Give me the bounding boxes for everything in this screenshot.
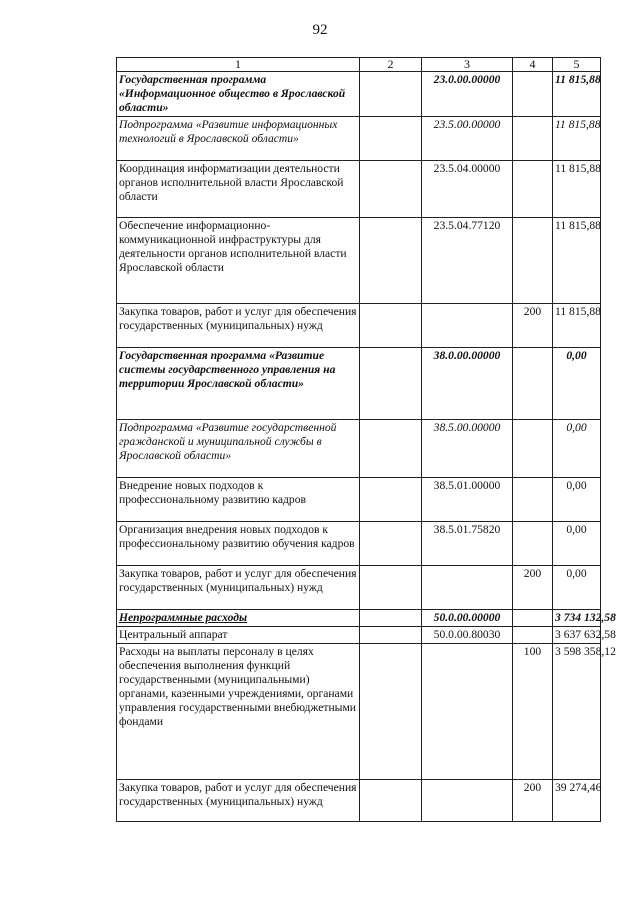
row-col2-cell (360, 117, 422, 161)
row-type-cell (513, 72, 553, 117)
row-col2-cell (360, 566, 422, 610)
row-type-cell (513, 522, 553, 566)
header-col-5: 5 (553, 58, 601, 72)
row-type-cell (513, 478, 553, 522)
row-col2-cell (360, 478, 422, 522)
table-row (117, 566, 601, 610)
row-col2-cell (360, 72, 422, 117)
table-row (117, 522, 601, 566)
table-row (117, 304, 601, 348)
row-name-cell: Закупка товаров, работ и услуг для обеспечения государственных (муниципальных) нужд (117, 304, 360, 348)
row-amount-cell: 11 815,88 (553, 117, 601, 161)
row-name-cell: Подпрограмма «Развитие информационных технологий в Ярославской области» (117, 117, 360, 161)
row-col2-cell (360, 610, 422, 627)
table-row (117, 644, 601, 780)
row-amount-cell: 3 734 132,58 (553, 610, 601, 627)
row-name-cell: Организация внедрения новых подходов к профессиональному развитию обучения кадров (117, 522, 360, 566)
row-code-cell (422, 566, 513, 610)
row-type-cell (513, 610, 553, 627)
row-type-cell (513, 117, 553, 161)
row-name-cell: Непрограммные расходы (117, 610, 360, 627)
row-col2-cell (360, 420, 422, 478)
header-col-2: 2 (360, 58, 422, 72)
table-row (117, 478, 601, 522)
row-col2-cell (360, 161, 422, 218)
budget-table (116, 57, 616, 822)
row-amount-cell: 0,00 (553, 348, 601, 420)
header-col-3: 3 (422, 58, 513, 72)
row-name-cell: Подпрограмма «Развитие государственной гражданской и муниципальной службы в Ярославской области» (117, 420, 360, 478)
table-row (117, 610, 601, 627)
row-amount-cell: 11 815,88 (553, 161, 601, 218)
header-col-4: 4 (513, 58, 553, 72)
row-name-cell: Расходы на выплаты персоналу в целях обеспечения выполнения функций государственными (муниципальными) органами, казенными учреждениями, органами управления государственными внебюджетными фондами (117, 644, 360, 780)
row-code-cell: 23.0.00.00000 (422, 72, 513, 117)
row-type-cell: 100 (513, 644, 553, 780)
table-row (117, 218, 601, 304)
row-amount-cell: 3 637 632,58 (553, 627, 601, 644)
row-code-cell: 38.5.01.00000 (422, 478, 513, 522)
row-name-cell: Государственная программа «Информационное общество в Ярославской области» (117, 72, 360, 117)
row-col2-cell (360, 644, 422, 780)
row-code-cell: 23.5.00.00000 (422, 117, 513, 161)
row-code-cell: 38.5.01.75820 (422, 522, 513, 566)
row-name-cell: Координация информатизации деятельности органов исполнительной власти Ярославской области (117, 161, 360, 218)
row-code-cell: 50.0.00.00000 (422, 610, 513, 627)
row-amount-cell: 0,00 (553, 566, 601, 610)
row-type-cell (513, 420, 553, 478)
row-code-cell: 23.5.04.77120 (422, 218, 513, 304)
row-amount-cell: 3 598 358,12 (553, 644, 601, 780)
row-code-cell: 38.0.00.00000 (422, 348, 513, 420)
row-col2-cell (360, 304, 422, 348)
table-row (117, 627, 601, 644)
table-row (117, 161, 601, 218)
row-code-cell (422, 644, 513, 780)
row-type-cell: 200 (513, 566, 553, 610)
row-code-cell: 38.5.00.00000 (422, 420, 513, 478)
table-row (117, 420, 601, 478)
row-amount-cell: 11 815,88 (553, 304, 601, 348)
row-name-cell: Государственная программа «Развитие системы государственного управления на территории Ярославской области» (117, 348, 360, 420)
header-col-1: 1 (117, 58, 360, 72)
table-row (117, 72, 601, 117)
row-code-cell (422, 304, 513, 348)
row-type-cell (513, 627, 553, 644)
table-body (117, 72, 616, 822)
row-type-cell (513, 161, 553, 218)
row-amount-cell: 11 815,88 (553, 72, 601, 117)
row-code-cell: 50.0.00.80030 (422, 627, 513, 644)
row-col2-cell (360, 780, 422, 822)
row-type-cell (513, 348, 553, 420)
row-col2-cell (360, 522, 422, 566)
row-amount-cell: 0,00 (553, 420, 601, 478)
row-type-cell: 200 (513, 304, 553, 348)
row-type-cell (513, 218, 553, 304)
page-number: 92 (312, 22, 328, 38)
row-code-cell (422, 780, 513, 822)
row-name-cell: Внедрение новых подходов к профессиональному развитию кадров (117, 478, 360, 522)
table-row (117, 780, 601, 822)
row-col2-cell (360, 627, 422, 644)
row-amount-cell: 11 815,88 (553, 218, 601, 304)
row-name-cell: Закупка товаров, работ и услуг для обеспечения государственных (муниципальных) нужд (117, 566, 360, 610)
row-type-cell: 200 (513, 780, 553, 822)
header-row (117, 58, 601, 72)
table-row (117, 117, 601, 161)
row-amount-cell: 39 274,46 (553, 780, 601, 822)
row-amount-cell: 0,00 (553, 522, 601, 566)
row-name-cell: Обеспечение информационно-коммуникационной инфраструктуры для деятельности органов исполнительной власти Ярославской области (117, 218, 360, 304)
table-row (117, 348, 601, 420)
row-name-cell: Центральный аппарат (117, 627, 360, 644)
row-name-cell: Закупка товаров, работ и услуг для обеспечения государственных (муниципальных) нужд (117, 780, 360, 822)
row-amount-cell: 0,00 (553, 478, 601, 522)
row-code-cell: 23.5.04.00000 (422, 161, 513, 218)
row-col2-cell (360, 218, 422, 304)
row-col2-cell (360, 348, 422, 420)
